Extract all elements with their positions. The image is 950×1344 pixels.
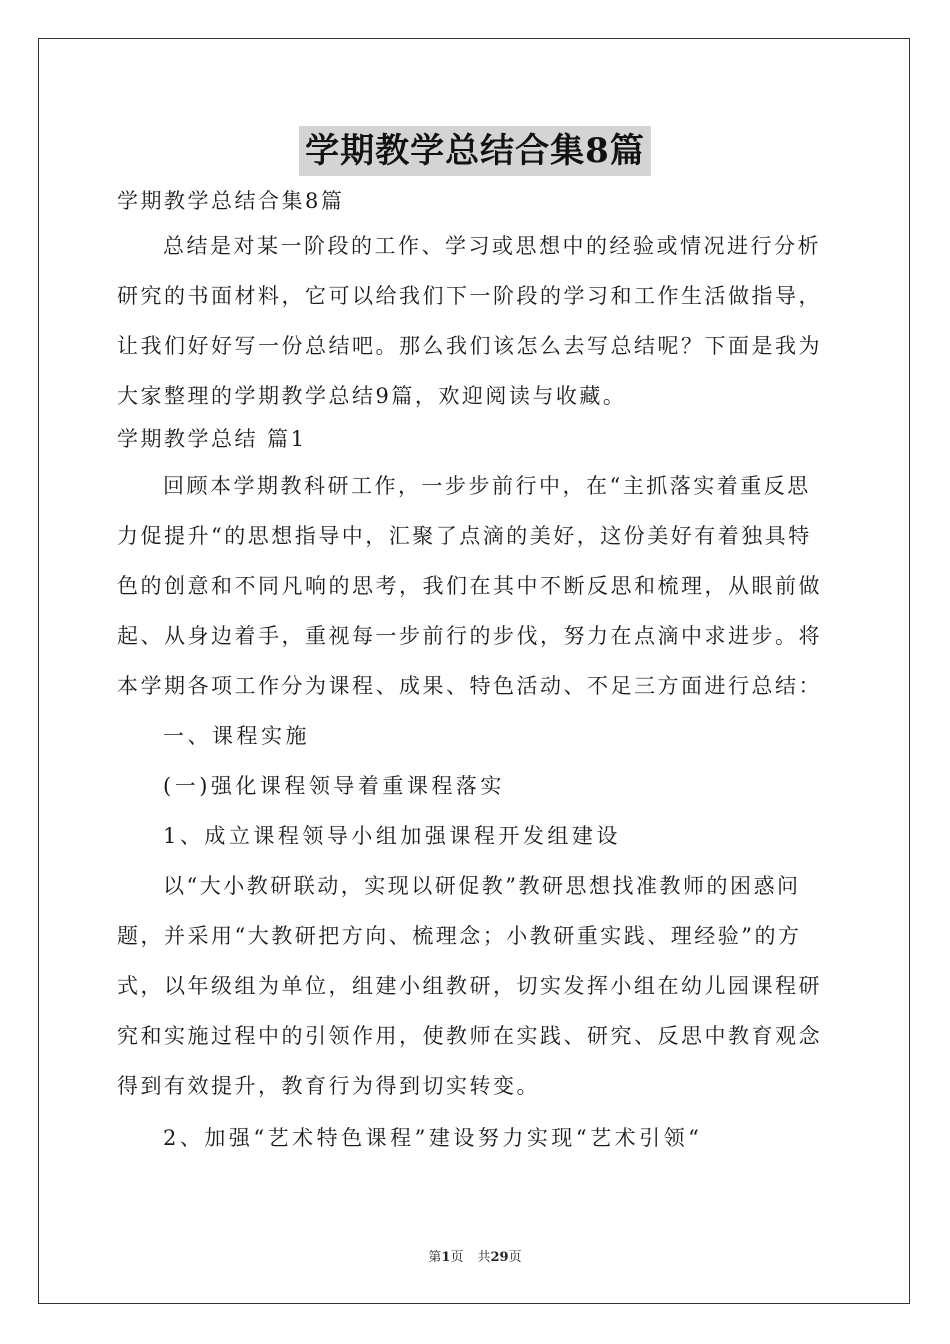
paragraph-line: 起、从身边着手，重视每一步前行的步伐，努力在点滴中求进步。将: [117, 624, 822, 648]
page-total: 29: [490, 1250, 509, 1265]
heading-course-implementation: [117, 711, 833, 761]
heading-text: 2、加强“艺术特色课程”建设努力实现“艺术引领“: [163, 1126, 703, 1150]
paragraph-line: 总结是对某一阶段的工作、学习或思想中的经验或情况进行分析: [163, 234, 821, 258]
paragraph-line: 力促提升“的思想指导中，汇聚了点滴的美好，这份美好有着独具特: [117, 524, 812, 548]
paragraph-line: 得到有效提升，教育行为得到切实转变。: [117, 1074, 540, 1098]
page-current: 1: [441, 1250, 451, 1265]
heading-course-group: [117, 811, 833, 861]
page-unit: 页: [450, 1250, 464, 1265]
paragraph-line: 本学期各项工作分为课程、成果、特色活动、不足三方面进行总结：: [117, 674, 822, 698]
section-heading: 学期教学总结 篇1: [117, 427, 307, 451]
page-footer: [0, 1246, 950, 1265]
document-title-text: 学期教学总结合集8篇: [299, 126, 651, 176]
heading-text: 1、成立课程领导小组加强课程开发组建设: [163, 824, 621, 848]
paragraph-line: 以“大小教研联动，实现以研促教”教研思想找准教师的困惑问: [163, 874, 801, 898]
research-paragraph: [117, 861, 833, 1111]
document-title: [0, 126, 950, 176]
heading-text: (一)强化课程领导着重课程落实: [163, 774, 505, 798]
total-label: 共: [477, 1250, 491, 1265]
paragraph-line: 回顾本学期教科研工作，一步步前行中，在“主抓落实着重反思: [163, 474, 811, 498]
heading-text: 一、课程实施: [163, 724, 310, 748]
paragraph-line: 让我们好好写一份总结吧。那么我们该怎么去写总结呢？下面是我为: [117, 334, 822, 358]
paragraph-line: 大家整理的学期教学总结9篇，欢迎阅读与收藏。: [117, 384, 627, 408]
paragraph-line: 式，以年级组为单位，组建小组教研，切实发挥小组在幼儿园课程研: [117, 974, 822, 998]
document-body: [117, 181, 833, 1163]
section-paragraph: [117, 461, 833, 711]
paragraph-line: 研究的书面材料，它可以给我们下一阶段的学习和工作生活做指导，: [117, 284, 822, 308]
heading-course-leadership: [117, 761, 833, 811]
paragraph-line: 色的创意和不同凡响的思考，我们在其中不断反思和梳理，从眼前做: [117, 574, 822, 598]
total-unit: 页: [508, 1250, 522, 1265]
paragraph-line: 究和实施过程中的引领作用，使教师在实践、研究、反思中教育观念: [117, 1024, 822, 1048]
page-label: 第: [428, 1250, 442, 1265]
heading-art-course: [117, 1113, 833, 1163]
intro-paragraph: [117, 221, 833, 421]
document-subtitle: 学期教学总结合集8篇: [117, 189, 345, 213]
paragraph-line: 题，并采用“大教研把方向、梳理念；小教研重实践、理经验”的方: [117, 924, 802, 948]
